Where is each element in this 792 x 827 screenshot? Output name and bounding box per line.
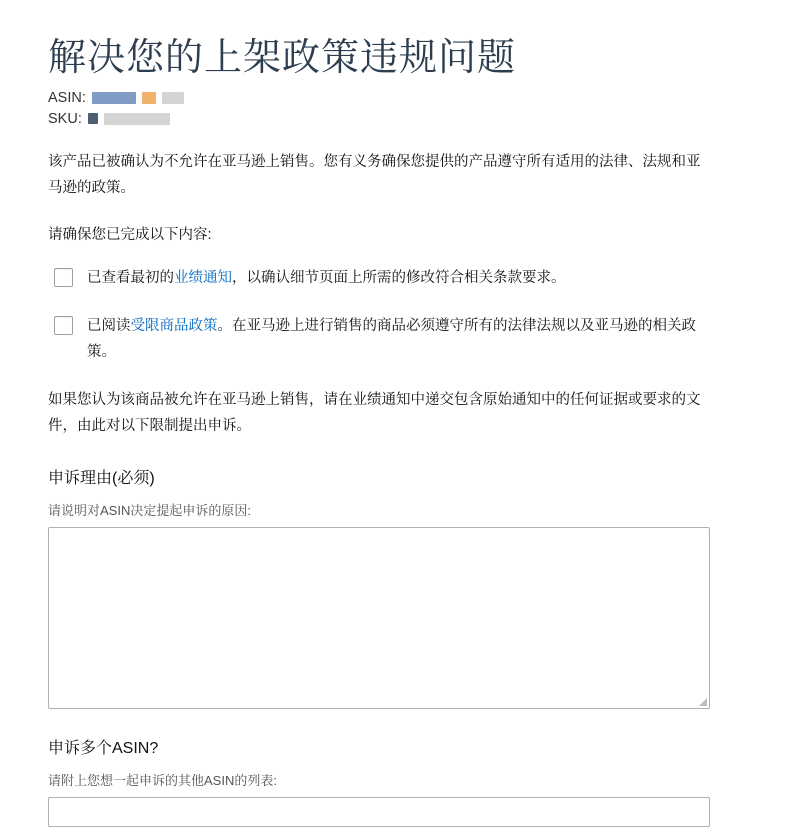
appeal-paragraph: 如果您认为该商品被允许在亚马逊上销售，请在业绩通知中递交包含原始通知中的任何证据或要求的文件，由此对以下限制提出申诉。 — [48, 391, 701, 434]
asin-redacted-block-2 — [142, 92, 156, 104]
multi-asin-field-label: 请附上您想一起申诉的其他ASIN的列表: — [48, 772, 277, 788]
asin-row — [48, 90, 712, 106]
intro-paragraph: 该产品已被确认为不允许在亚马逊上销售。您有义务确保您提供的产品遵守所有适用的法律、法规和亚马逊的政策。 — [48, 153, 701, 196]
sku-row — [48, 111, 712, 127]
asin-redacted-block-3 — [162, 92, 184, 104]
checkbox-row-restricted-products-policy[interactable] — [48, 313, 712, 365]
checkbox-row-performance-notification[interactable] — [48, 265, 712, 291]
asin-label: ASIN: — [48, 89, 86, 106]
reason-textarea[interactable] — [49, 528, 709, 708]
checkbox-2-text-before: 已阅读 — [87, 317, 131, 334]
asin-redacted-block-1 — [92, 92, 136, 104]
multi-asin-input[interactable] — [49, 798, 709, 826]
checkbox-restricted-products-policy[interactable] — [54, 316, 73, 335]
checkbox-performance-notification[interactable] — [54, 268, 73, 287]
sku-redacted-block-2 — [104, 113, 170, 125]
sku-label: SKU: — [48, 110, 82, 127]
checkbox-1-text-before: 已查看最初的 — [87, 269, 174, 286]
checkbox-2-text-after: 。在亚马逊上进行销售的商品必须遵守所有的法律法规以及亚马逊的相关政策。 — [87, 317, 696, 360]
confirm-lead-text: 请确保您已完成以下内容: — [48, 226, 212, 243]
multi-asin-heading: 申诉多个ASIN? — [48, 739, 159, 757]
reason-textarea-container[interactable] — [48, 527, 710, 709]
reason-heading: 申诉理由(必须) — [48, 469, 155, 487]
sku-redacted-block-1 — [88, 113, 98, 124]
checkbox-performance-notification-label — [87, 265, 566, 291]
multi-asin-input-container[interactable] — [48, 797, 710, 827]
checkbox-1-text-after: ，以确认细节页面上所需的修改符合相关条款要求。 — [232, 269, 566, 286]
reason-field-label: 请说明对ASIN决定提起申诉的原因: — [48, 502, 251, 518]
performance-notification-link[interactable]: 业绩通知 — [174, 269, 232, 286]
page-title: 解决您的上架政策违规问题 — [48, 37, 517, 79]
checkbox-restricted-products-policy-label — [87, 313, 712, 365]
restricted-products-policy-link[interactable]: 受限商品政策 — [130, 317, 218, 334]
